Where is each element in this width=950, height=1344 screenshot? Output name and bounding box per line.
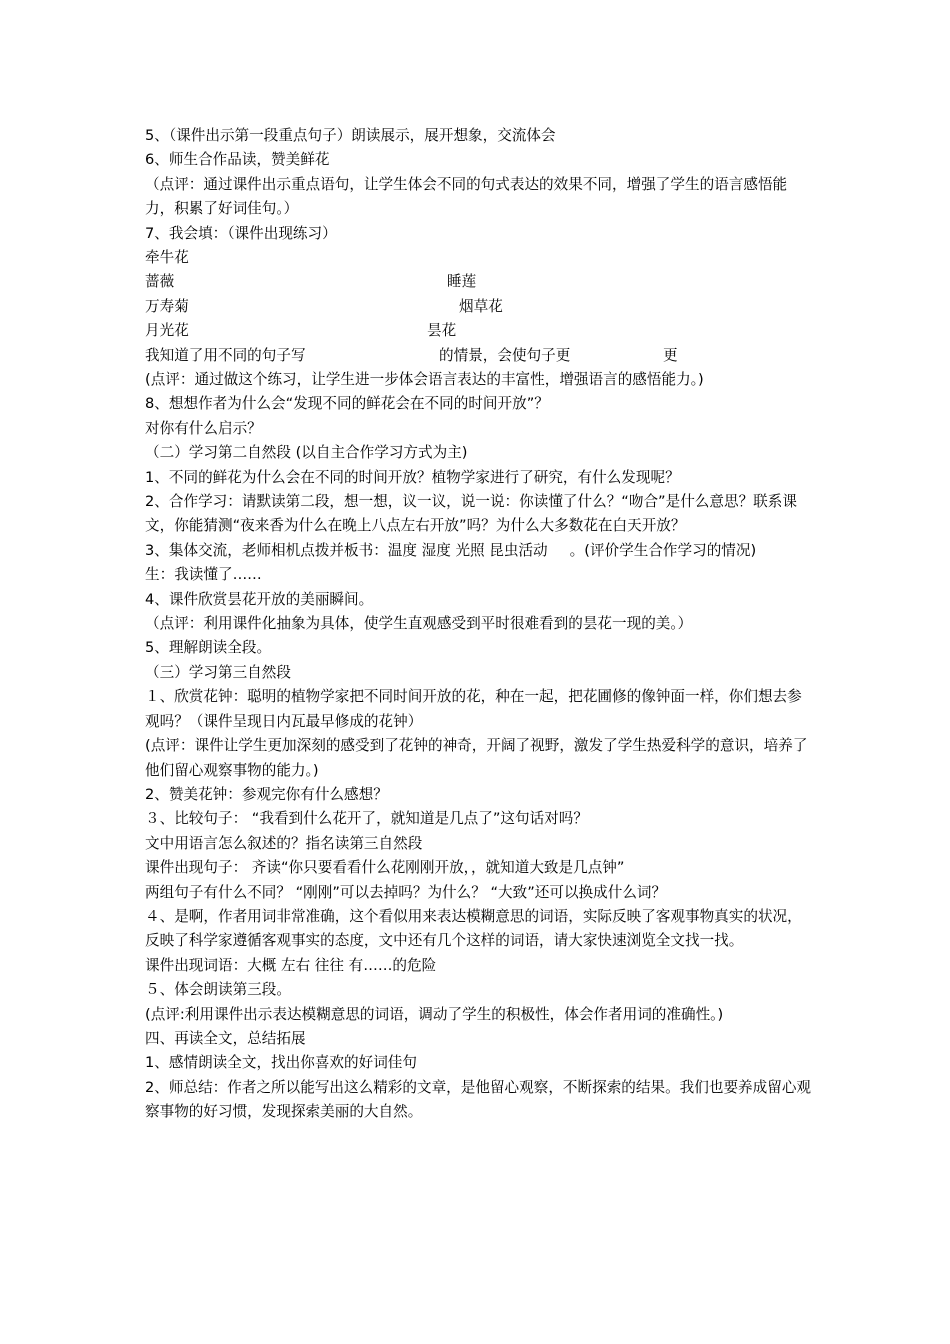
paragraph-step-8: 8、想想作者为什么会“发现不同的鲜花会在不同的时间开放”？ (145, 395, 549, 413)
flower-row-3 (145, 319, 815, 343)
paragraph-s3-sentence: 课件出现句子： 齐读“你只要看看什么花刚刚开放，，就知道大致是几点钟” (145, 859, 625, 877)
flower-marigold: 万寿菊 (145, 297, 189, 315)
flower-row-1 (145, 270, 815, 294)
document-body (145, 124, 815, 1125)
paragraph-comment-3: （点评：利用课件化抽象为具体，使学生直观感受到平时很难看到的昙花一现的美。） (145, 615, 693, 633)
flower-tobacco: 烟草花 (459, 297, 503, 315)
flower-rose: 蔷薇 (145, 273, 175, 291)
paragraph-s4-step-2: 2、师总结：作者之所以能写出这么精彩的文章，是他留心观察，不断探索的结果。我们也要养成留心观察事物的好习惯，发现探索美丽的大自然。 (145, 1078, 812, 1121)
section-heading-4: 四、再读全文，总结拓展 (145, 1029, 306, 1047)
paragraph-question: 对你有什么启示？ (145, 419, 262, 437)
paragraph-s4-step-1: 1、感情朗读全文，找出你喜欢的好词佳句 (145, 1054, 417, 1072)
paragraph-s3-step-5: ５、体会朗读第三段。 (145, 981, 291, 999)
s2-step-3-part-1: 3、集体交流，老师相机点拨并板书：温度 湿度 光照 昆虫活动 (145, 541, 548, 559)
paragraph-s3-read: 文中用语言怎么叙述的？指名读第三自然段 (145, 834, 423, 852)
paragraph-comment-1: （点评：通过课件出示重点语句，让学生体会不同的句式表达的效果不同，增强了学生的语言感悟能力，积累了好词佳句。） (145, 175, 788, 218)
fill-in-sentence (145, 344, 815, 368)
paragraph-s3-compare: 两组句子有什么不同？ “刚刚”可以去掉吗？为什么？ “大致”还可以换成什么词？ (145, 883, 667, 901)
fill-in-part-3: 更 (663, 346, 678, 364)
section-heading-3: （三）学习第三自然段 (145, 663, 291, 681)
paragraph-s2-step-4: 4、课件欣赏昙花开放的美丽瞬间。 (145, 590, 374, 608)
flower-row-2 (145, 295, 815, 319)
paragraph-s2-step-5: 5、理解朗读全段。 (145, 639, 272, 657)
fill-in-part-2: 的情景，会使句子更 (439, 346, 571, 364)
paragraph-s3-step-4: ４、是啊，作者用词非常准确，这个看似用来表达模糊意思的词语，实际反映了客观事物真实的状况，反映了科学家遵循客观事实的态度，文中还有几个这样的词语，请大家快速浏览全文找一找。 (145, 907, 802, 950)
paragraph-s3-words: 课件出现词语：大概 左右 往往 有……的危险 (145, 956, 437, 974)
flower-epiphyllum: 昙花 (427, 322, 457, 340)
paragraph-s3-step-1: １、欣赏花钟：聪明的植物学家把不同时间开放的花，种在一起，把花圃修的像钟面一样，你们想去参观吗？（课件呈现日内瓦最早修成的花钟） (145, 688, 802, 730)
fill-in-part-1: 我知道了用不同的句子写 (145, 346, 306, 364)
paragraph-s3-step-2: 2、赞美花钟：参观完你有什么感想？ (145, 785, 388, 803)
paragraph-s3-step-3: ３、比较句子： “我看到什么花开了，就知道是几点了”这句话对吗？ (145, 810, 588, 828)
section-heading-2: （二）学习第二自然段 (以自主合作学习方式为主) (145, 444, 468, 462)
paragraph-comment-5: (点评:利用课件出示表达模糊意思的词语，调动了学生的积极性，体会作者用词的准确性。) (145, 1005, 724, 1023)
paragraph-comment-4: (点评：课件让学生更加深刻的感受到了花钟的神奇，开阔了视野，激发了学生热爱科学的意识，培养了他们留心观察事物的能力。) (145, 737, 808, 779)
paragraph-s2-step-1: 1、不同的鲜花为什么会在不同的时间开放？植物学家进行了研究，有什么发现呢？ (145, 468, 680, 486)
flower-moonflower: 月光花 (145, 322, 189, 340)
paragraph-step-5: 5、（课件出示第一段重点句子）朗读展示，展开想象，交流体会 (145, 127, 556, 144)
paragraph-s2-step-2: 2、合作学习：请默读第二段，想一想，议一议，说一说：你读懂了什么？“吻合”是什么意思？联系课文，你能猜测“夜来香为什么在晚上八点左右开放”吗？为什么大多数花在白天开放？ (145, 493, 797, 535)
paragraph-comment-2: (点评：通过做这个练习，让学生进一步体会语言表达的丰富性，增强语言的感悟能力。) (145, 371, 704, 388)
paragraph-student: 生：我读懂了…… (145, 566, 262, 584)
flower-water-lily: 睡莲 (447, 273, 477, 291)
paragraph-step-6: 6、师生合作品读，赞美鲜花 (145, 151, 330, 169)
paragraph-s2-step-3 (145, 539, 815, 563)
flower-morning-glory: 牵牛花 (145, 249, 189, 267)
s2-step-3-part-2: 。(评价学生合作学习的情况) (569, 541, 757, 559)
paragraph-step-7: 7、我会填：（课件出现练习） (145, 224, 337, 242)
